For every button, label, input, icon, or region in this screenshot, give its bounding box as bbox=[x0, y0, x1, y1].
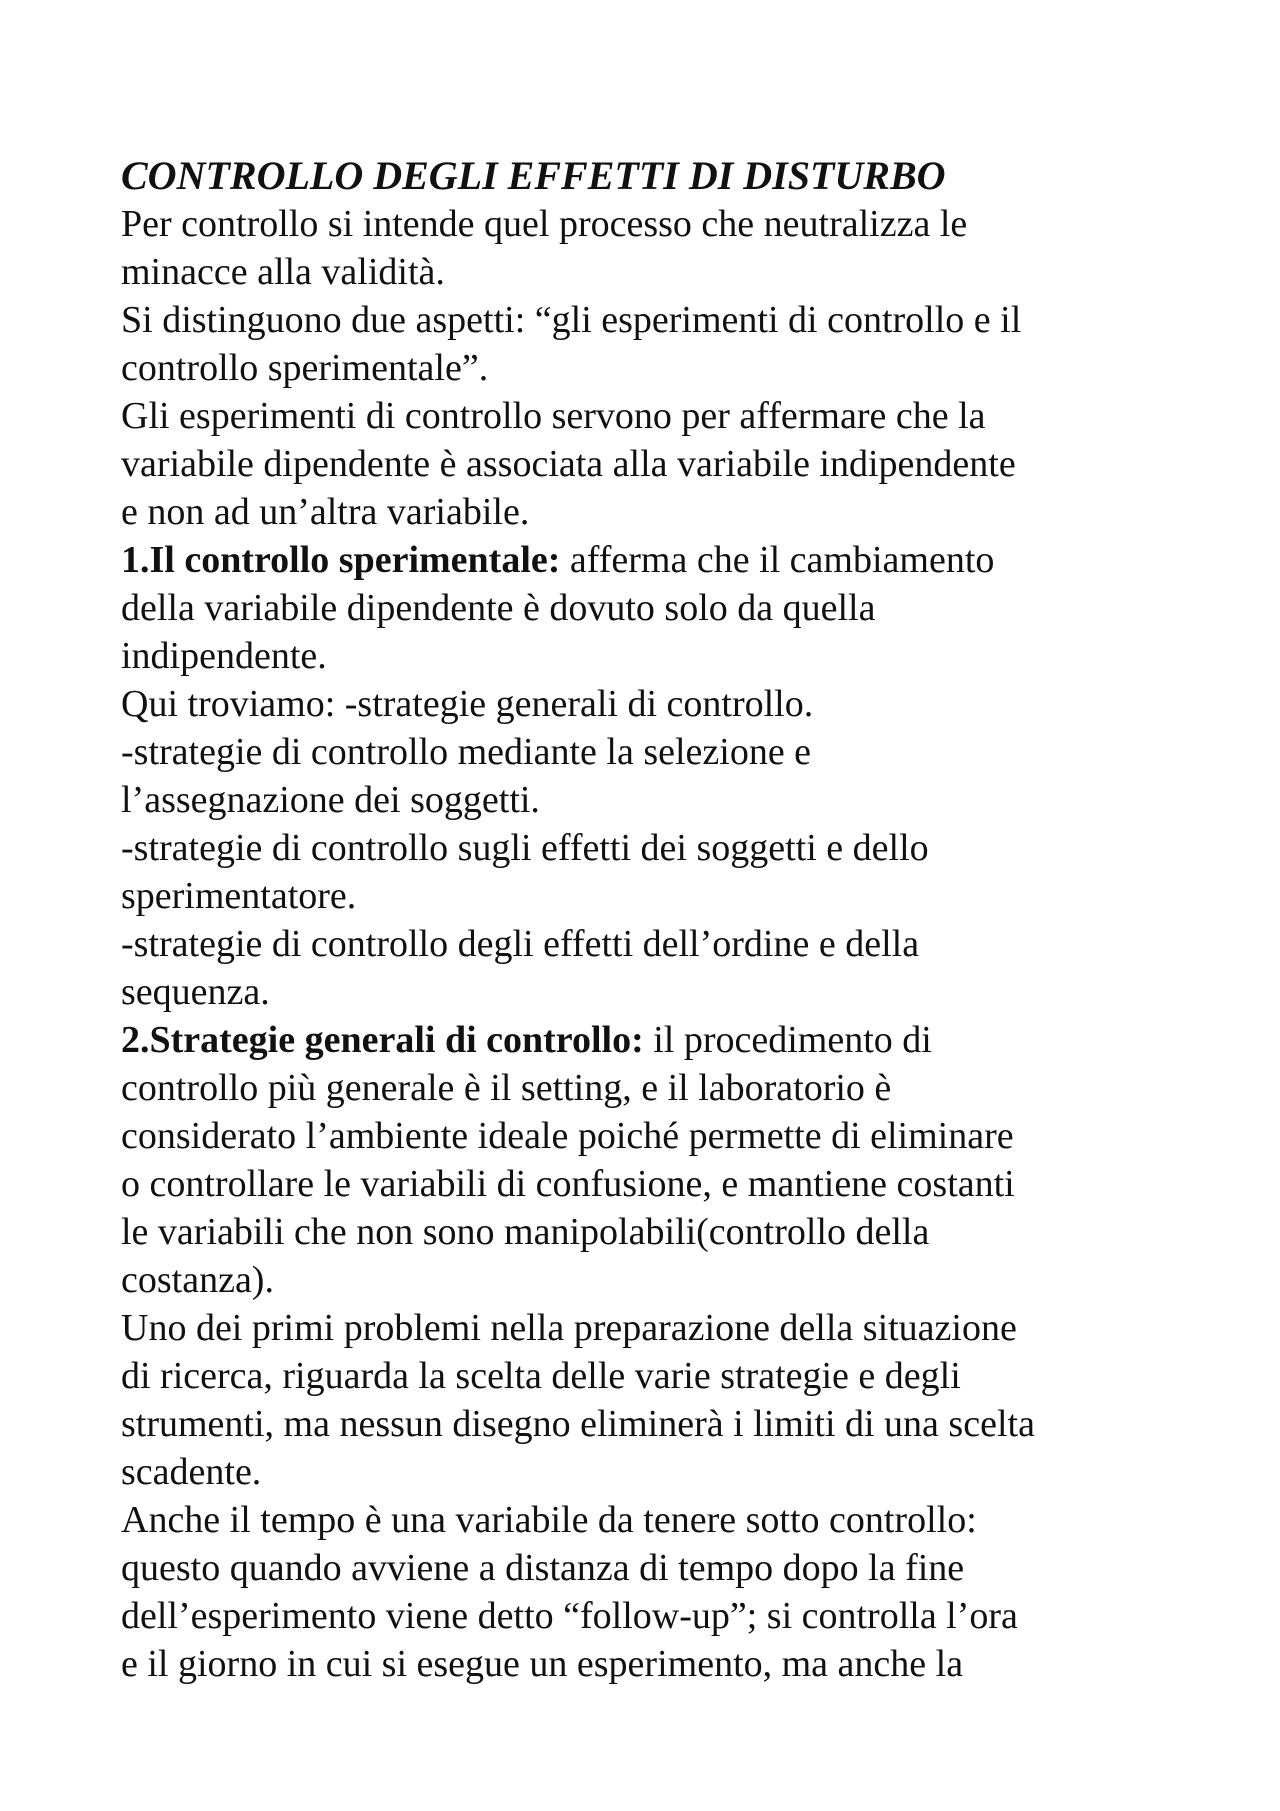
paragraph-lead: 1.Il controllo sperimentale: bbox=[121, 539, 561, 581]
paragraph-text: -strategie di controllo sugli effetti dei soggetti e dello sperimentatore. bbox=[121, 827, 929, 917]
paragraph-text: Si distinguono due aspetti: “gli esperimenti di controllo e il controllo sperimentale”. bbox=[121, 299, 1022, 389]
paragraph-text: Uno dei primi problemi nella preparazione della situazione di ricerca, riguarda la scelta delle varie strategie e degli strumenti, ma nessun disegno eliminerà i limiti di una scelta scadente. bbox=[121, 1307, 1035, 1493]
paragraph-research-problems bbox=[121, 1304, 1171, 1496]
paragraph-text: Anche il tempo è una variabile da tenere sotto controllo: questo quando avviene a distanza di tempo dopo la fine dell’esperimento viene detto “follow-up”; si controlla l’ora e il giorno in cui si esegue un esperimento, ma anche la bbox=[121, 1499, 1018, 1685]
list-item-order-effects-strategy bbox=[121, 920, 1171, 1016]
paragraph-time-variable bbox=[121, 1496, 1171, 1688]
paragraph-text: Gli esperimenti di controllo servono per affermare che la variabile dipendente è associata alla variabile indipendente e non ad un’altra variabile. bbox=[121, 395, 1016, 533]
paragraph-text: -strategie di controllo degli effetti dell’ordine e della sequenza. bbox=[121, 923, 920, 1013]
paragraph-control-experiments bbox=[121, 392, 1171, 536]
paragraph-text: Per controllo si intende quel processo che neutralizza le minacce alla validità. bbox=[121, 203, 968, 293]
paragraph-experimental-control bbox=[121, 536, 1171, 680]
paragraph-definition bbox=[121, 200, 1171, 296]
paragraph-aspects bbox=[121, 296, 1171, 392]
paragraph-general-strategies bbox=[121, 1016, 1171, 1304]
document-body bbox=[121, 152, 1171, 1688]
document-title: CONTROLLO DEGLI EFFETTI DI DISTURBO bbox=[121, 153, 946, 198]
paragraph-text: -strategie di controllo mediante la selezione e l’assegnazione dei soggetti. bbox=[121, 731, 812, 821]
list-item-selection-strategy bbox=[121, 728, 1171, 824]
paragraph-lead: 2.Strategie generali di controllo: bbox=[121, 1019, 644, 1061]
paragraph-text: afferma che il cambiamento della variabile dipendente è dovuto solo da quella indipendente. bbox=[121, 539, 995, 677]
paragraph-strategies-intro bbox=[121, 680, 1171, 728]
list-item-subject-effects-strategy bbox=[121, 824, 1171, 920]
paragraph-text: il procedimento di controllo più generale è il setting, e il laboratorio è considerato l’ambiente ideale poiché permette di eliminare o controllare le variabili di confusione, e mantiene costanti le variabili che non sono manipolabili(controllo della costanza). bbox=[121, 1019, 1015, 1301]
paragraph-text: Qui troviamo: -strategie generali di controllo. bbox=[121, 683, 814, 725]
